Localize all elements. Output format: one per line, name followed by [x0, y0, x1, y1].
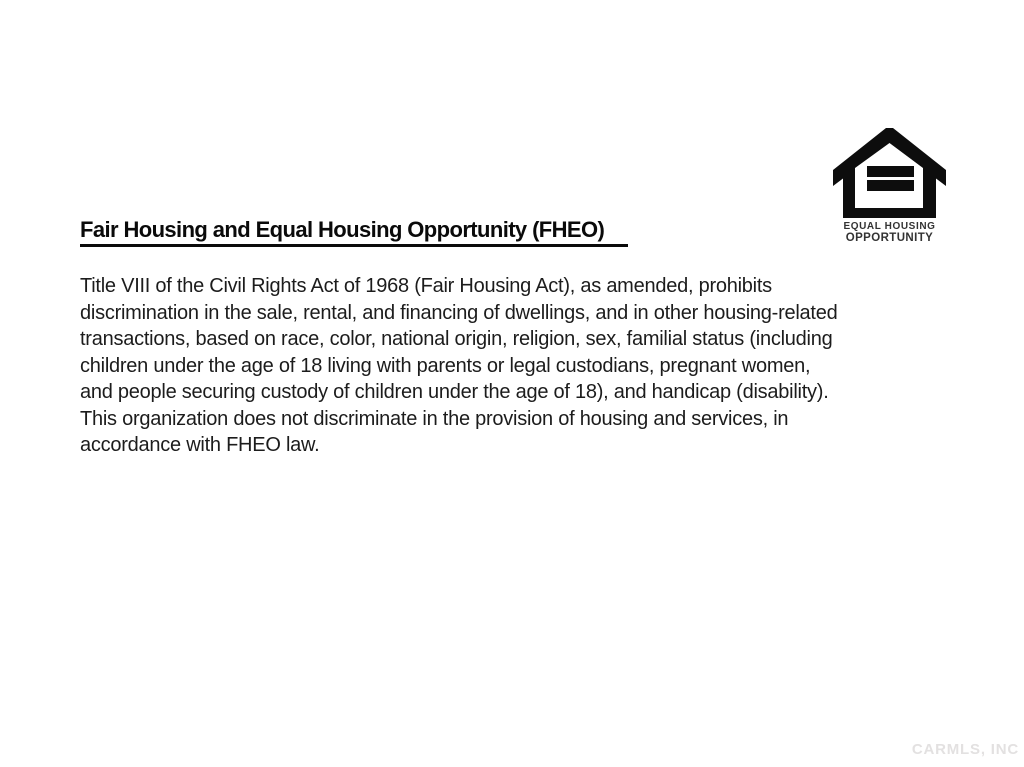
paragraph-line: Title VIII of the Civil Rights Act of 1968 (Fair Housing Act), as amended, prohibits	[80, 275, 772, 297]
equal-housing-logo-text-line1: EQUAL HOUSING	[843, 221, 936, 232]
paragraph-line: children under the age of 18 living with parents or legal custodians, pregnant women,	[80, 354, 811, 377]
fheo-section-heading-text: Fair Housing and Equal Housing Opportunity (FHEO)	[80, 218, 628, 247]
equal-housing-house-icon	[833, 128, 946, 218]
equal-housing-opportunity-logo	[833, 128, 946, 244]
paragraph-line: transactions, based on race, color, national origin, religion, sex, familial status (including	[80, 328, 833, 350]
fheo-paragraph	[80, 273, 837, 459]
equal-housing-logo-text-line2: OPPORTUNITY	[845, 232, 934, 244]
fheo-section-heading	[80, 218, 628, 247]
paragraph-line: discrimination in the sale, rental, and financing of dwellings, and in other housing-related	[80, 301, 838, 324]
paragraph-line: and people securing custody of children under the age of 18), and handicap (disability).	[80, 381, 829, 403]
paragraph-line: This organization does not discriminate in the provision of housing and services, in	[80, 407, 789, 430]
paragraph-line: accordance with FHEO law.	[80, 434, 320, 456]
mls-watermark: CARMLS, INC	[911, 741, 1019, 758]
